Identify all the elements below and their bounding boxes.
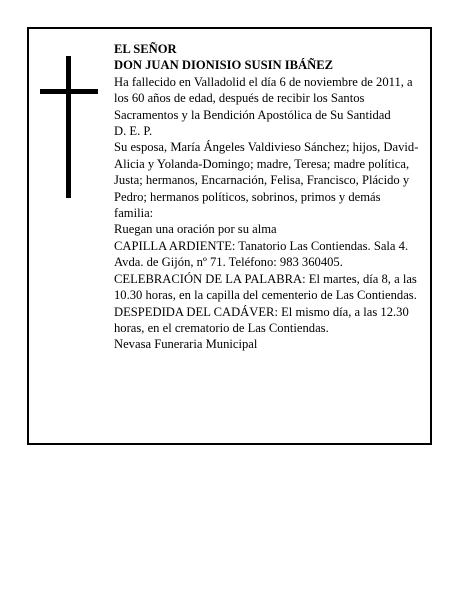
- farewell-info: DESPEDIDA DEL CADÁVER: El mismo día, a las 12.30 horas, en el crematorio de Las Contiendas.: [114, 304, 409, 335]
- funeral-home: Nevasa Funeraria Municipal: [114, 337, 258, 352]
- celebration-info: CELEBRACIÓN DE LA PALABRA: El martes, día 8, a las 10.30 horas, en la capilla del cementerio de Las Contiendas.: [114, 271, 417, 303]
- cross-horizontal-bar: [40, 89, 98, 94]
- deceased-name: DON JUAN DIONISIO SUSIN IBÁÑEZ: [114, 58, 334, 73]
- passing-details: Ha fallecido en Valladolid el día 6 de noviembre de 2011, a los 60 años de edad, después de recibir los Santos Sacramentos y la Bendición Apostólica de Su Santidad: [114, 74, 413, 122]
- notice-text-block: [114, 41, 422, 353]
- cross-vertical-bar: [66, 56, 71, 198]
- family-list: Su esposa, María Ángeles Valdivieso Sánchez; hijos, David-Alicia y Yolanda-Domingo; madre, Teresa; madre política, Justa; hermanos, Encarnación, Felisa, Francisco, Plácido y Pedro; hermanos políticos, sobrinos, primos y demás familia:: [114, 140, 419, 221]
- cross-icon: [40, 56, 98, 198]
- prayer-request: Ruegan una oración por su alma: [114, 222, 277, 237]
- chapel-info: CAPILLA ARDIENTE: Tanatorio Las Contiendas. Sala 4. Avda. de Gijón, nº 71. Teléfono: 983 360405.: [114, 238, 409, 270]
- obituary-notice: [27, 27, 432, 445]
- title-line: EL SEÑOR: [114, 42, 177, 56]
- dep-line: D. E. P.: [114, 124, 153, 139]
